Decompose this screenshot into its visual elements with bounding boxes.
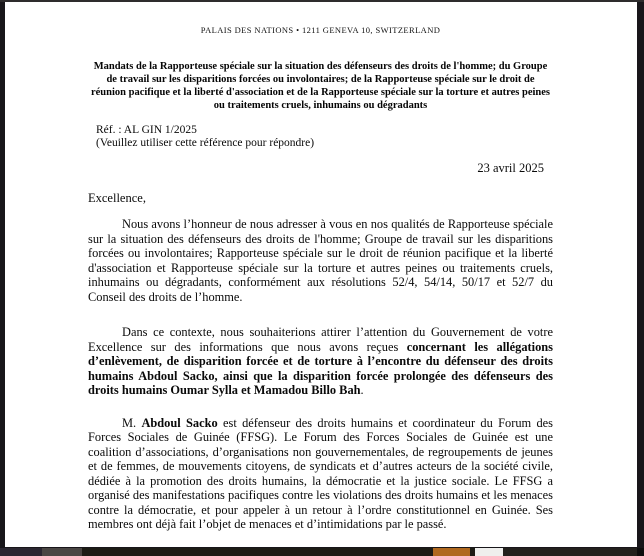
paragraph-allegations [88, 325, 553, 398]
document-page [5, 2, 637, 547]
desktop-strip-segment-gray [42, 548, 82, 556]
letterhead: PALAIS DES NATIONS • 1211 GENEVA 10, SWITZERLAND [200, 25, 441, 35]
paragraph-allegations-lead: Dans ce contexte, nous souhaiterions attirer l’attention du Gouvernement de votre Excellence sur des informations que nous avons reçues [88, 325, 553, 354]
desktop-strip-corner [637, 548, 644, 556]
paragraph-abdoul-sacko-tail: est défenseur des droits humains et coordinateur du Forum des Forces Sociales de Guinée (FFSG). Le Forum des Forces Sociales de Guinée est une coalition d’associations, d’organisations non gouvernementales, de regroupements de jeunes et de femmes, de mouvements citoyens, de syndicats et d’autres acteurs de la société civile, dédiée à la promotion des droits humains, la démocratie et la justice sociale. Le FFSG a organisé des manifestations pacifiques contre les violations des droits humains et les menaces contre la démocratie, et pour appeler à un retour à l’ordre constitutionnel en Guinée. Ses membres ont déjà fait l’objet de menaces et d’intimidations par le passé. [88, 415, 553, 531]
letter-date: 23 avril 2025 [477, 161, 544, 175]
paragraph-introduction-text: Nous avons l’honneur de nous adresser à vous en nos qualités de Rapporteuse spéciale sur la situation des défenseurs des droits de l'homme; Groupe de travail sur les disparitions forcées ou involontaires; Rapporteuse spéciale sur le droit de réunion pacifique et la liberté d'association et Rapporteuse spéciale sur la torture et autres peines ou traitements cruels, inhumains ou dégradants, conformément aux résolutions 52/4, 54/14, 50/17 et 52/7 du Conseil des droits de l’homme. [88, 217, 553, 304]
paragraph-introduction [88, 217, 553, 304]
mandates-title: Mandats de la Rapporteuse spéciale sur la situation des défenseurs des droits de l'homme; du Groupe de travail sur les disparitions forcées ou involontaires; de la Rapporteuse spéciale sur le droit de réunion pacifique et la liberté d'association et de la Rapporteuse spéciale sur la torture et autres peines ou traitements cruels, inhumains ou dégradants [90, 61, 551, 111]
paragraph-allegations-tail: . [360, 383, 364, 397]
salutation: Excellence, [88, 191, 146, 205]
reference-note: (Veuillez utiliser cette référence pour répondre) [96, 137, 315, 149]
paragraph-allegations-bold: concernant les allégations d’enlèvement, de disparition forcée et de torture à l’encontre du défenseur des droits humains Abdoul Sacko, ainsi que la disparition forcée prolongée des défenseurs des droits humains Oumar Sylla et Mamadou Billo Bah [88, 339, 553, 397]
desktop-strip-segment-left [0, 548, 42, 556]
desktop-strip [0, 548, 644, 556]
desktop-strip-segment-right [503, 548, 637, 556]
paragraph-abdoul-sacko-bold: Abdoul Sacko [141, 415, 218, 430]
reference-number: Réf. : AL GIN 1/2025 [96, 124, 197, 136]
desktop-strip-segment-white [475, 548, 503, 556]
paragraph-abdoul-sacko [88, 416, 553, 532]
document-content [5, 25, 637, 532]
paragraph-abdoul-sacko-lead: M. [122, 415, 142, 430]
desktop-strip-segment-orange [433, 548, 470, 556]
reference-block [88, 124, 553, 150]
